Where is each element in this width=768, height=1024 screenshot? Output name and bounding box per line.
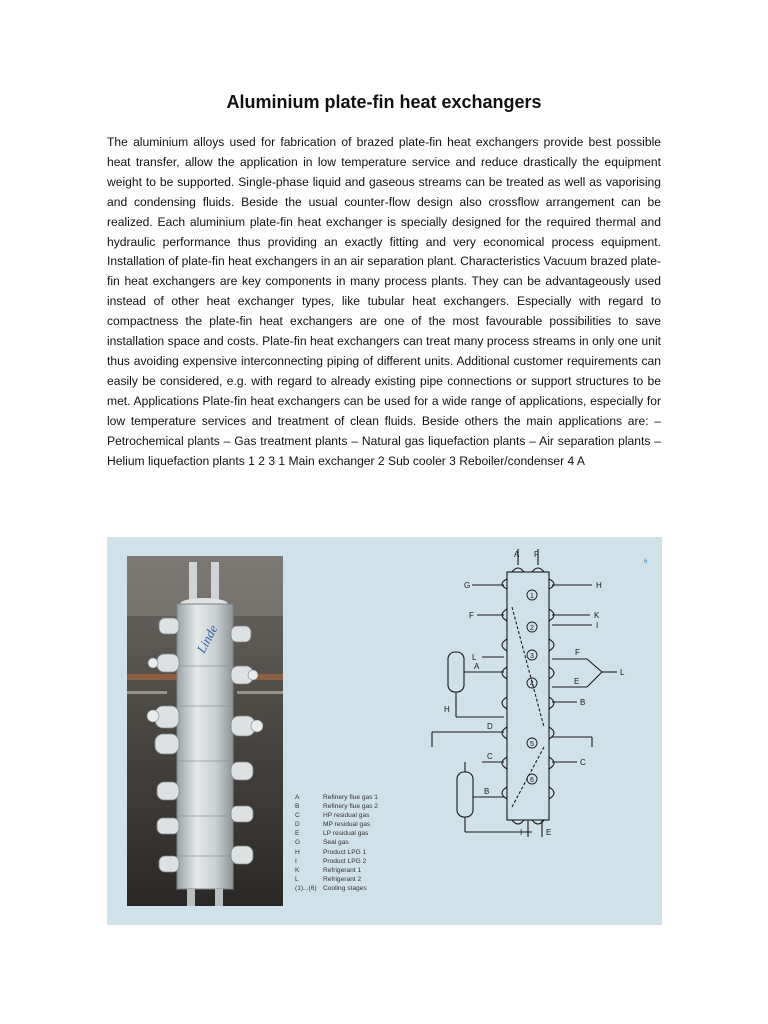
legend-key: A xyxy=(295,794,300,801)
legend-key: L xyxy=(295,875,299,883)
stage-label: 4 xyxy=(530,681,534,688)
stream-label: H xyxy=(444,705,450,714)
stream-label: F xyxy=(469,611,474,620)
legend-value: Cooling stages xyxy=(323,884,367,892)
legend-row xyxy=(295,793,445,802)
legend-value: Refrigerant 1 xyxy=(323,866,362,874)
stream-label: B xyxy=(484,787,490,796)
legend-value: Refinery flue gas 2 xyxy=(323,803,378,811)
legend-value: Refinery flue gas 1 xyxy=(323,794,378,801)
legend-key: E xyxy=(295,830,300,838)
process-flow-diagram xyxy=(412,547,657,837)
legend-row xyxy=(295,875,445,884)
stage-label: 1 xyxy=(530,593,534,600)
legend-key: G xyxy=(295,839,301,847)
legend-value: Refrigerant 2 xyxy=(323,875,362,883)
stream-label: C xyxy=(487,752,493,761)
stream-label: F xyxy=(575,648,580,657)
legend-row xyxy=(295,829,445,838)
stream-label: B xyxy=(580,698,586,707)
heat-exchanger-photo xyxy=(127,556,283,906)
stream-label: F xyxy=(534,550,539,559)
linde-logo: Linde xyxy=(193,622,221,656)
stage-label: 2 xyxy=(530,625,534,632)
legend-row xyxy=(295,811,445,820)
legend-value: HP residual gas xyxy=(323,812,370,820)
legend-row xyxy=(295,857,445,866)
legend-key: (1)...(6) xyxy=(295,884,317,892)
stream-label: K xyxy=(594,611,600,620)
legend-row xyxy=(295,820,445,829)
legend-value: Seal gas xyxy=(323,839,349,847)
legend-value: LP residual gas xyxy=(323,830,369,838)
stream-label: I xyxy=(520,828,523,837)
legend-key: H xyxy=(295,848,300,856)
legend-row xyxy=(295,838,445,847)
legend-key: C xyxy=(295,812,300,820)
stage-label: 6 xyxy=(530,777,534,784)
stream-label: E xyxy=(546,828,552,837)
stream-label: H xyxy=(596,581,602,590)
legend-key: K xyxy=(295,866,300,874)
stage-label: 3 xyxy=(530,653,534,660)
stage-label: 5 xyxy=(530,741,534,748)
stream-label: C xyxy=(580,758,586,767)
page-title: Aluminium plate-fin heat exchangers xyxy=(226,92,542,112)
stream-label: G xyxy=(464,581,471,590)
figure-panel xyxy=(107,537,662,925)
legend xyxy=(295,793,445,893)
stream-label: E xyxy=(574,677,580,686)
legend-row xyxy=(295,866,445,875)
legend-row xyxy=(295,802,445,811)
legend-key: I xyxy=(295,857,297,865)
legend-value: Product LPG 2 xyxy=(323,857,367,865)
legend-row xyxy=(295,884,445,893)
stream-label: L xyxy=(620,668,625,677)
body-paragraph: The aluminium alloys used for fabrication of brazed plate-fin heat exchangers provide best possible heat transfer, allow the application in low temperature service and reduce drastically the equipment weight to be supported. Single-phase liquid and gaseous streams can be treated as well as vaporising and condensing fluids. Beside the usual counter-flow design also crossflow arrangement can be realized. Each aluminium plate-fin heat exchanger is specially designed for the required thermal and hydraulic performance thus providing an exactly fitting and very economical process equipment. Installation of plate-fin heat exchangers in an air separation plant. Characteristics Vacuum brazed plate-fin heat exchangers are key components in many process plants. They can be advantageously used instead of other heat exchanger types, like tubular heat exchangers. Especially with regard to compactness the plate-fin heat exchangers are one of the most favourable possibilities to save installation space and costs. Plate-fin heat exchangers can treat many process streams in only one unit thus avoiding expensive interconnecting piping of different units. Additional customer requirements can easily be considered, e.g. with regard to already existing pipe connections or support structures to be met. Applications Plate-fin heat exchangers can be used for a wide range of applications, especially for low temperature services and treatment of clean fluids. Beside others the main applications are: – Petrochemical plants – Gas treatment plants – Natural gas liquefaction plants – Air separation plants – Helium liquefaction plants 1 2 3 1 Main exchanger 2 Sub cooler 3 Reboiler/condenser 4 A xyxy=(107,135,661,468)
stream-label: L xyxy=(472,653,477,662)
stream-label: A xyxy=(474,662,480,671)
stream-label: I xyxy=(596,621,599,630)
legend-key: B xyxy=(295,803,300,811)
legend-value: Product LPG 1 xyxy=(323,848,367,856)
stream-label: D xyxy=(487,722,493,731)
figure-number: 6 xyxy=(644,559,648,565)
legend-row xyxy=(295,848,445,857)
legend-value: MP residual gas xyxy=(323,821,371,829)
stream-label: A xyxy=(514,550,520,559)
legend-key: D xyxy=(295,821,300,829)
